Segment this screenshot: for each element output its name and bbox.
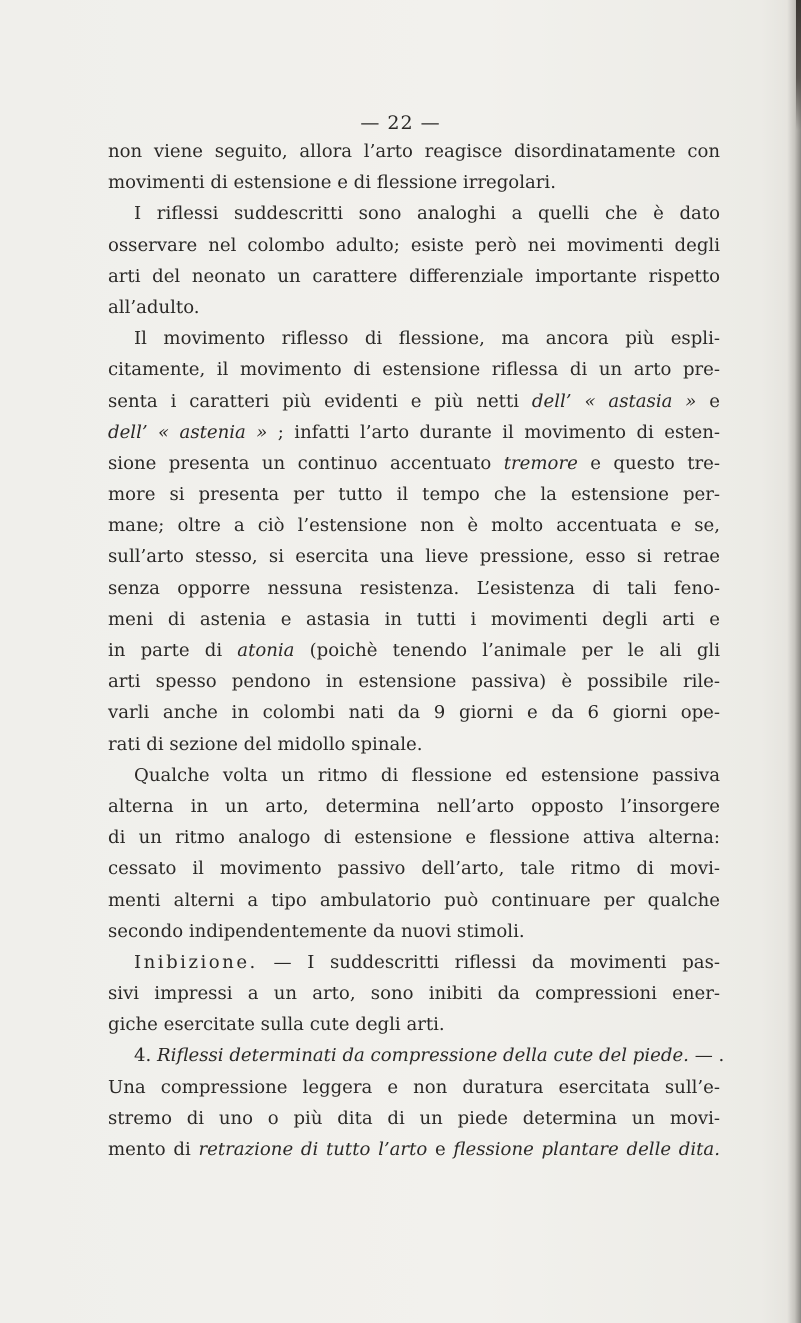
text-line: non viene seguito, allora l’arto reagisce disordinatamente con (108, 141, 720, 162)
text-line: osservare nel colombo adulto; esiste però nei movimenti degli (108, 234, 720, 256)
italic-term-tremore: tremore (503, 452, 578, 474)
text-line: arti spesso pendono in estensione passiva) è possibile rile- (108, 671, 720, 693)
text-fragment: senta i caratteri più evidenti e più netti (108, 390, 532, 412)
text-line: Qualche volta un ritmo di flessione ed estensione passiva (134, 764, 720, 786)
text-line (108, 635, 720, 666)
italic-term-astasia: « astasia » (584, 390, 697, 412)
text-line: arti del neonato un carattere differenziale importante rispetto (108, 265, 720, 287)
text-line (108, 947, 720, 978)
italic-term-flessione-plantare: flessione plantare delle dita. (453, 1139, 720, 1160)
italic-text: dell’ (531, 390, 585, 412)
page-edge-shadow (787, 0, 801, 1323)
text-fragment: e questo tre- (577, 452, 721, 474)
text-line: cessato il movimento passivo dell’arto, tale ritmo di movi- (108, 858, 720, 880)
text-line: stremo di uno o più dita di un piede determina un movi- (108, 1107, 720, 1129)
text-fragment: — . (694, 1045, 725, 1067)
text-line: alterna in un arto, determina nell’arto opposto l’insorgere (108, 795, 720, 817)
text-line: Il movimento riflesso di flessione, ma ancora più espli- (134, 328, 720, 350)
text-line: di un ritmo analogo di estensione e flessione attiva alterna: (108, 827, 720, 849)
italic-text: dell’ (108, 421, 159, 443)
text-line: rati di sezione del midollo spinale. (108, 733, 423, 755)
text-fragment: (poichè tenendo l’animale per le ali gli (294, 640, 721, 661)
text-line: sull’arto stesso, si esercita una lieve pressione, esso si retrae (108, 546, 720, 568)
text-line: mane; oltre a ciò l’estensione non è molto accentuata e se, (108, 515, 720, 537)
text-line: sivi impressi a un arto, sono inibiti da compressioni ener- (108, 983, 720, 1005)
text-fragment: e (696, 390, 720, 412)
text-fragment: sione presenta un continuo accentuato (108, 452, 504, 474)
body-text (108, 136, 725, 1165)
text-fragment: ; infatti l’arto durante il movimento di esten- (267, 421, 720, 443)
text-fragment: in parte di (108, 640, 238, 661)
page-number: — 22 — (360, 112, 441, 134)
text-line: all’adulto. (108, 296, 200, 318)
text-line: senza opporre nessuna resistenza. L’esistenza di tali feno- (108, 577, 720, 599)
italic-term-atonia: atonia (237, 640, 295, 661)
text-line (108, 386, 720, 417)
text-line: secondo indipendentemente da nuovi stimoli. (108, 920, 525, 942)
text-line (108, 1134, 720, 1165)
text-line (108, 417, 720, 448)
text-fragment: — I suddescritti riflessi da movimenti pas- (273, 951, 720, 973)
text-line: citamente, il movimento di estensione riflessa di un arto pre- (108, 359, 720, 381)
text-line: Una compressione leggera e non duratura esercitata sull’e- (108, 1076, 720, 1098)
text-line: meni di astenia e astasia in tutti i movimenti degli arti e (108, 608, 720, 630)
italic-term-retrazione: retrazione di tutto l’arto (198, 1139, 428, 1160)
italic-term-astenia: « astenia » (158, 421, 268, 443)
text-line: I riflessi suddescritti sono analoghi a quelli che è dato (134, 203, 720, 225)
text-line: giche esercitate sulla cute degli arti. (108, 1014, 445, 1036)
text-line (108, 1040, 725, 1071)
text-line (108, 448, 720, 479)
text-line: more si presenta per tutto il tempo che la estensione per- (108, 484, 720, 506)
text-line: menti alterni a tipo ambulatorio può continuare per qualche (108, 889, 720, 911)
text-line: varli anche in colombi nati da 9 giorni e da 6 giorni ope- (108, 702, 720, 724)
text-fragment: mento di (108, 1139, 191, 1160)
section-number: 4. (134, 1045, 152, 1067)
section-heading-inibizione: Inibizione. (134, 951, 258, 973)
text-line: movimenti di estensione e di flessione irregolari. (108, 172, 556, 194)
section-title: Riflessi determinati da compressione della cute del piede. (157, 1045, 689, 1067)
page-edge-dark (796, 0, 801, 130)
text-fragment: e (434, 1139, 446, 1160)
